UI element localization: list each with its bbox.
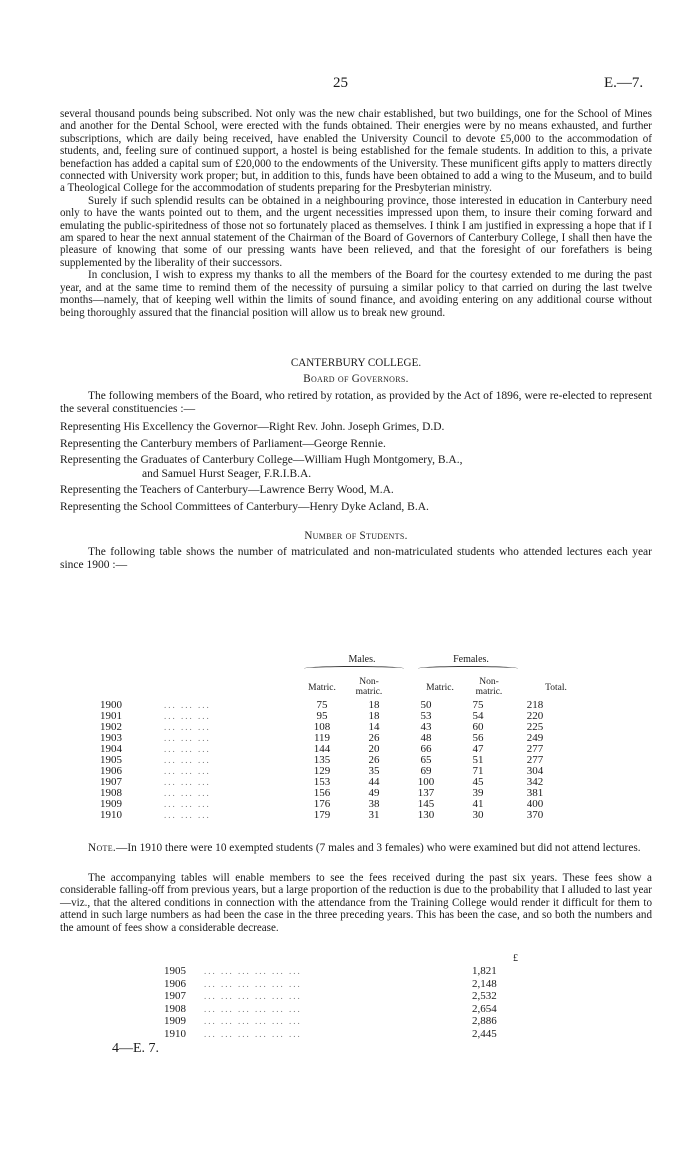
student-row-1910 [100, 810, 566, 821]
fee-amount: 2,148 [472, 977, 497, 990]
cell-m_matric: 108 [313, 721, 331, 733]
fees-table [164, 965, 532, 1040]
fee-amount: 2,886 [472, 1015, 497, 1027]
fee-year: 1905 [164, 965, 186, 977]
leader-dots: ... ... ... [164, 744, 211, 754]
leader-dots: ... ... ... [164, 755, 211, 765]
note-label: Note. [88, 842, 117, 854]
cell-m_non: 18 [368, 699, 380, 711]
cell-total: 277 [526, 754, 544, 766]
leader-dots: ... ... ... [164, 700, 211, 710]
cell-year: 1900 [100, 699, 122, 711]
representative-governor: Representing His Excellency the Governor—Right Rev. John. Joseph Grimes, D.D. [60, 420, 445, 433]
cell-total: 370 [526, 809, 544, 821]
cell-f_non: 45 [472, 776, 484, 788]
student-row-1901 [100, 711, 566, 722]
students-table [100, 700, 566, 821]
fee-year: 1907 [164, 990, 186, 1002]
fee-year: 1910 [164, 1027, 186, 1040]
cell-f_non: 71 [472, 765, 484, 777]
student-row-1905 [100, 755, 566, 766]
paragraph-university-gifts: several thousand pounds being subscribed. Not only was the new chair established, but two buildings, one for the School of Mines and another for the Dental School, were erected with the funds obtained. Their energies were by no means exhausted, and further subscriptions, which are daily being received, have enabled the University Council to devote £5,000 to the accommodation of students, and, feeling sure of continued support, a hostel is being established for the female students. In addition to this, a private benefaction has added a capital sum of £20,000 to the endowments of the University. These munificent gifts apply to matters directly connected with University work proper; but, in addition to this, funds have been obtained to add a wing to the Museum, and to build a Theological College for the accommodation of students preparing for the Presbyterian ministry. [60, 108, 652, 195]
paragraph-canterbury-appeal: Surely if such splendid results can be obtained in a neighbouring province, those interested in education in Canterbury need only to have the wants pointed out to them, and the urgent necessities impressed upon them, to insure their coming forward and emulating the public-spiritedness of those not so fortunately placed as themselves. I think I am justified in expressing a hope that if I am spared to hear the next annual statement of the Chairman of the Board of Governors of Canterbury College, I shall then have the pleasure of knowing that some of our pressing wants have been relieved, and that the foresight of our forefathers is being supplemented by the liberality of their successors. [60, 194, 652, 269]
fee-amount: 2,532 [472, 990, 497, 1002]
student-row-1909 [100, 799, 566, 810]
cell-year: 1910 [100, 809, 122, 821]
fee-year: 1906 [164, 977, 186, 990]
cell-total: 342 [526, 776, 544, 788]
page-number: 25 [333, 75, 348, 91]
cell-total: 277 [526, 743, 544, 755]
cell-f_non: 30 [472, 809, 484, 821]
leader-dots: ... ... ... [164, 711, 211, 721]
cell-year: 1907 [100, 776, 122, 788]
females-brace [418, 666, 518, 671]
student-row-1907 [100, 777, 566, 788]
student-row-1903 [100, 733, 566, 744]
cell-total: 225 [526, 721, 544, 733]
students-intro: The following table shows the number of matriculated and non-matriculated students who attended lectures each year since 1900 :— [60, 546, 652, 572]
cell-year: 1901 [100, 710, 122, 722]
cell-year: 1906 [100, 765, 122, 777]
cell-total: 220 [526, 710, 544, 722]
fee-row-1909 [164, 1015, 532, 1028]
cell-m_non: 20 [368, 743, 380, 755]
leader-dots: ... ... ... [164, 810, 211, 820]
cell-f_non: 41 [472, 798, 484, 810]
cell-f_matric: 100 [417, 776, 435, 788]
student-row-1900 [100, 700, 566, 711]
cell-f_matric: 69 [420, 765, 432, 777]
cell-m_matric: 129 [313, 765, 331, 777]
college-title: CANTERBURY COLLEGE. [290, 356, 422, 369]
cell-f_matric: 145 [417, 798, 435, 810]
cell-m_matric: 135 [313, 754, 331, 766]
cell-f_non: 47 [472, 743, 484, 755]
cell-m_matric: 156 [313, 787, 331, 799]
cell-f_non: 75 [472, 699, 484, 711]
paragraph-conclusion: In conclusion, I wish to express my thanks to all the members of the Board for the courtesy extended to me during the past year, and at the same time to remind them of the necessity of pursuing a similar policy to that carried on during the last twelve months—namely, that of keeping well within the limits of sound finance, and avoiding entering on any additional course without being thoroughly assured that the financial position will allow us to break new ground. [60, 269, 652, 319]
cell-m_non: 44 [368, 776, 380, 788]
cell-total: 400 [526, 798, 544, 810]
leader-dots: ... ... ... ... ... ... [204, 966, 302, 976]
fee-row-1907 [164, 990, 532, 1003]
cell-year: 1905 [100, 754, 122, 766]
leader-dots: ... ... ... [164, 788, 211, 798]
leader-dots: ... ... ... [164, 766, 211, 776]
cell-total: 304 [526, 765, 544, 777]
cell-m_matric: 153 [313, 776, 331, 788]
fee-row-1905 [164, 965, 532, 978]
representative-graduates: Representing the Graduates of Canterbury College—William Hugh Montgomery, B.A., [60, 453, 463, 466]
cell-m_matric: 95 [316, 710, 328, 722]
col-female-matric: Matric. [426, 683, 454, 693]
leader-dots: ... ... ... ... ... ... [204, 1028, 302, 1039]
cell-f_matric: 50 [420, 699, 432, 711]
students-note [60, 842, 652, 855]
fees-intro: The accompanying tables will enable members to see the fees received during the past six years. These fees show a considerable falling-off from previous years, but a large proportion of the reduction is due to the probability that I alluded to last year—viz., that the altered conditions in connection with the attendance from the Training College would render it difficult for them to attend in such large numbers as had been the case in the three preceding years. This has been the case, and so both the numbers and the amount of fees show a considerable decrease. [60, 872, 652, 934]
cell-year: 1904 [100, 743, 122, 755]
cell-f_matric: 137 [417, 787, 435, 799]
cell-m_matric: 144 [313, 743, 331, 755]
cell-m_non: 26 [368, 754, 380, 766]
fee-row-1910 [164, 1028, 532, 1041]
leader-dots: ... ... ... [164, 777, 211, 787]
representative-teachers: Representing the Teachers of Canterbury—Lawrence Berry Wood, M.A. [60, 483, 394, 496]
student-row-1908 [100, 788, 566, 799]
document-reference: E.—7. [604, 75, 644, 91]
fee-amount: 1,821 [472, 965, 497, 977]
cell-f_matric: 48 [420, 732, 432, 744]
student-row-1902 [100, 722, 566, 733]
cell-year: 1908 [100, 787, 122, 799]
pound-symbol: £ [513, 953, 518, 964]
cell-f_matric: 43 [420, 721, 432, 733]
fee-year: 1908 [164, 1002, 186, 1015]
cell-m_non: 26 [368, 732, 380, 744]
cell-f_non: 39 [472, 787, 484, 799]
col-female-non-matric: Non-matric. [475, 677, 503, 697]
note-text: —In 1910 there were 10 exempted students (7 males and 3 females) who were examined but did not attend lectures. [116, 842, 641, 854]
fee-amount: 2,445 [472, 1027, 497, 1040]
representative-parliament: Representing the Canterbury members of Parliament—George Rennie. [60, 437, 386, 450]
cell-total: 381 [526, 787, 544, 799]
cell-m_matric: 119 [313, 732, 331, 744]
cell-year: 1902 [100, 721, 122, 733]
leader-dots: ... ... ... [164, 722, 211, 732]
col-male-matric: Matric. [308, 683, 336, 693]
cell-m_non: 49 [368, 787, 380, 799]
student-row-1904 [100, 744, 566, 755]
cell-f_non: 60 [472, 721, 484, 733]
cell-f_non: 56 [472, 732, 484, 744]
cell-f_matric: 53 [420, 710, 432, 722]
students-heading: Number of Students. [304, 529, 408, 542]
board-heading: Board of Governors. [303, 373, 409, 386]
fee-amount: 2,654 [472, 1002, 497, 1015]
folio-signature: 4—E. 7. [112, 1041, 160, 1056]
males-brace [304, 666, 404, 671]
cell-year: 1909 [100, 798, 122, 810]
cell-m_non: 35 [368, 765, 380, 777]
document-body [60, 108, 652, 572]
cell-m_non: 31 [368, 809, 380, 821]
cell-m_non: 14 [368, 721, 380, 733]
cell-total: 249 [526, 732, 544, 744]
cell-f_non: 51 [472, 754, 484, 766]
representative-graduates-continued: and Samuel Hurst Seager, F.R.I.B.A. [142, 467, 312, 480]
col-total: Total. [545, 683, 567, 693]
cell-f_matric: 130 [417, 809, 435, 821]
cell-f_matric: 66 [420, 743, 432, 755]
cell-m_matric: 179 [313, 809, 331, 821]
cell-f_matric: 65 [420, 754, 432, 766]
student-row-1906 [100, 766, 566, 777]
cell-m_matric: 176 [313, 798, 331, 810]
cell-m_matric: 75 [316, 699, 328, 711]
cell-f_non: 54 [472, 710, 484, 722]
cell-m_non: 18 [368, 710, 380, 722]
cell-m_non: 38 [368, 798, 380, 810]
col-male-non-matric: Non-matric. [355, 677, 383, 697]
leader-dots: ... ... ... ... ... ... [204, 1003, 302, 1014]
females-group-header: Females. [453, 654, 489, 665]
leader-dots: ... ... ... [164, 733, 211, 743]
leader-dots: ... ... ... [164, 799, 211, 809]
representative-school-committees: Representing the School Committees of Canterbury—Henry Dyke Acland, B.A. [60, 500, 429, 513]
males-group-header: Males. [348, 654, 376, 665]
cell-total: 218 [526, 699, 544, 711]
leader-dots: ... ... ... ... ... ... [204, 978, 302, 989]
fee-row-1906 [164, 978, 532, 991]
fee-year: 1909 [164, 1015, 186, 1027]
fee-row-1908 [164, 1003, 532, 1016]
leader-dots: ... ... ... ... ... ... [204, 991, 302, 1001]
board-intro: The following members of the Board, who retired by rotation, as provided by the Act of 1896, were re-elected to represent the several constituencies :— [60, 389, 652, 415]
cell-year: 1903 [100, 732, 122, 744]
leader-dots: ... ... ... ... ... ... [204, 1016, 302, 1026]
